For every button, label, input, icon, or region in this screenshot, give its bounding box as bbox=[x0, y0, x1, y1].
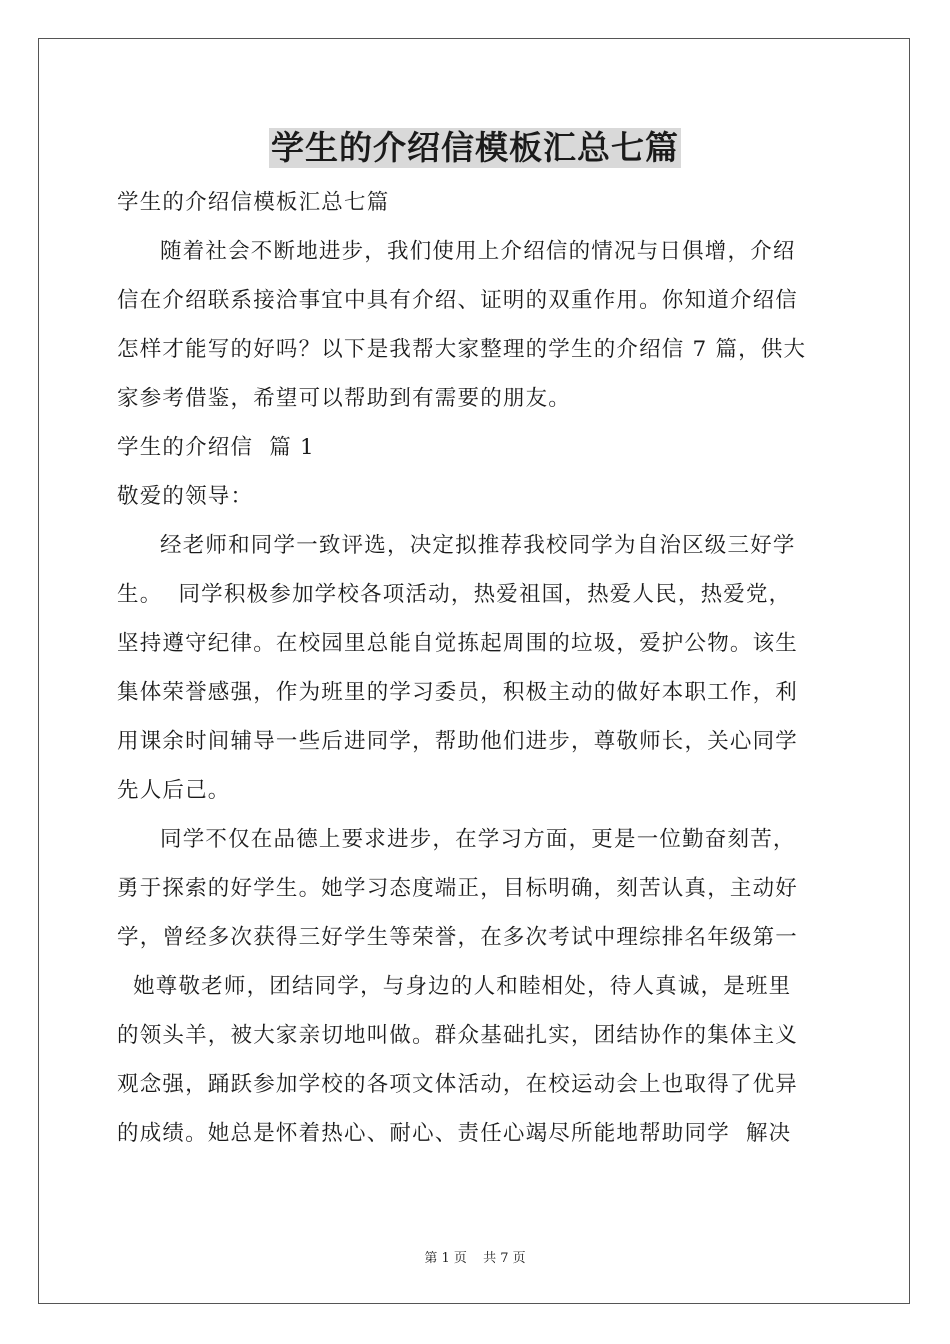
intro-paragraph bbox=[117, 227, 833, 423]
paragraph-line: 同学不仅在品德上要求进步，在学习方面，更是一位勤奋刻苦， bbox=[160, 827, 796, 852]
paragraph-line: 学，曾经多次获得三好学生等荣誉，在多次考试中理综排名年级第一 bbox=[117, 925, 799, 950]
title-container bbox=[0, 128, 950, 168]
document-body bbox=[117, 178, 833, 1158]
paragraph-line: 坚持遵守纪律。在校园里总能自觉拣起周围的垃圾，爱护公物。该生 bbox=[117, 631, 799, 656]
document-title: 学生的介绍信模板汇总七篇 bbox=[271, 128, 679, 167]
page-total: 共 7 页 bbox=[483, 1251, 526, 1266]
paragraph-line: 先人后己。 bbox=[117, 778, 231, 803]
paragraph-line: 勇于探索的好学生。她学习态度端正，目标明确，刻苦认真，主动好 bbox=[117, 876, 799, 901]
paragraph-line: 集体荣誉感强，作为班里的学习委员，积极主动的做好本职工作，利 bbox=[117, 680, 799, 705]
paragraph-line: 观念强，踊跃参加学校的各项文体活动，在校运动会上也取得了优异 bbox=[117, 1072, 799, 1097]
intro-line: 家参考借鉴，希望可以帮助到有需要的朋友。 bbox=[117, 386, 572, 411]
intro-line: 怎样才能写的好吗？以下是我帮大家整理的学生的介绍信 7 篇，供大 bbox=[117, 337, 807, 362]
intro-line: 信在介绍联系接洽事宜中具有介绍、证明的双重作用。你知道介绍信 bbox=[117, 288, 799, 313]
salutation: 敬爱的领导： bbox=[117, 484, 254, 509]
paragraph-line: 用课余时间辅导一些后进同学，帮助他们进步，尊敬师长，关心同学 bbox=[117, 729, 799, 754]
body-paragraph-2 bbox=[117, 815, 833, 1158]
page-footer bbox=[0, 1247, 950, 1266]
section-heading: 学生的介绍信 篇 1 bbox=[117, 435, 315, 460]
paragraph-line: 的成绩。她总是怀着热心、耐心、责任心竭尽所能地帮助同学 解决 bbox=[117, 1121, 792, 1146]
body-paragraph-1 bbox=[117, 521, 833, 815]
paragraph-line: 经老师和同学一致评选，决定拟推荐我校同学为自治区级三好学 bbox=[160, 533, 796, 558]
intro-line: 随着社会不断地进步，我们使用上介绍信的情况与日俱增，介绍 bbox=[160, 239, 796, 264]
paragraph-line: 生。 同学积极参加学校各项活动，热爱祖国，热爱人民，热爱党， bbox=[117, 582, 792, 607]
subtitle: 学生的介绍信模板汇总七篇 bbox=[117, 190, 390, 215]
paragraph-line: 的领头羊，被大家亲切地叫做。群众基础扎实，团结协作的集体主义 bbox=[117, 1023, 799, 1048]
paragraph-line: 她尊敬老师，团结同学，与身边的人和睦相处，待人真诚，是班里 bbox=[117, 974, 792, 999]
page-number: 第 1 页 bbox=[424, 1251, 467, 1266]
